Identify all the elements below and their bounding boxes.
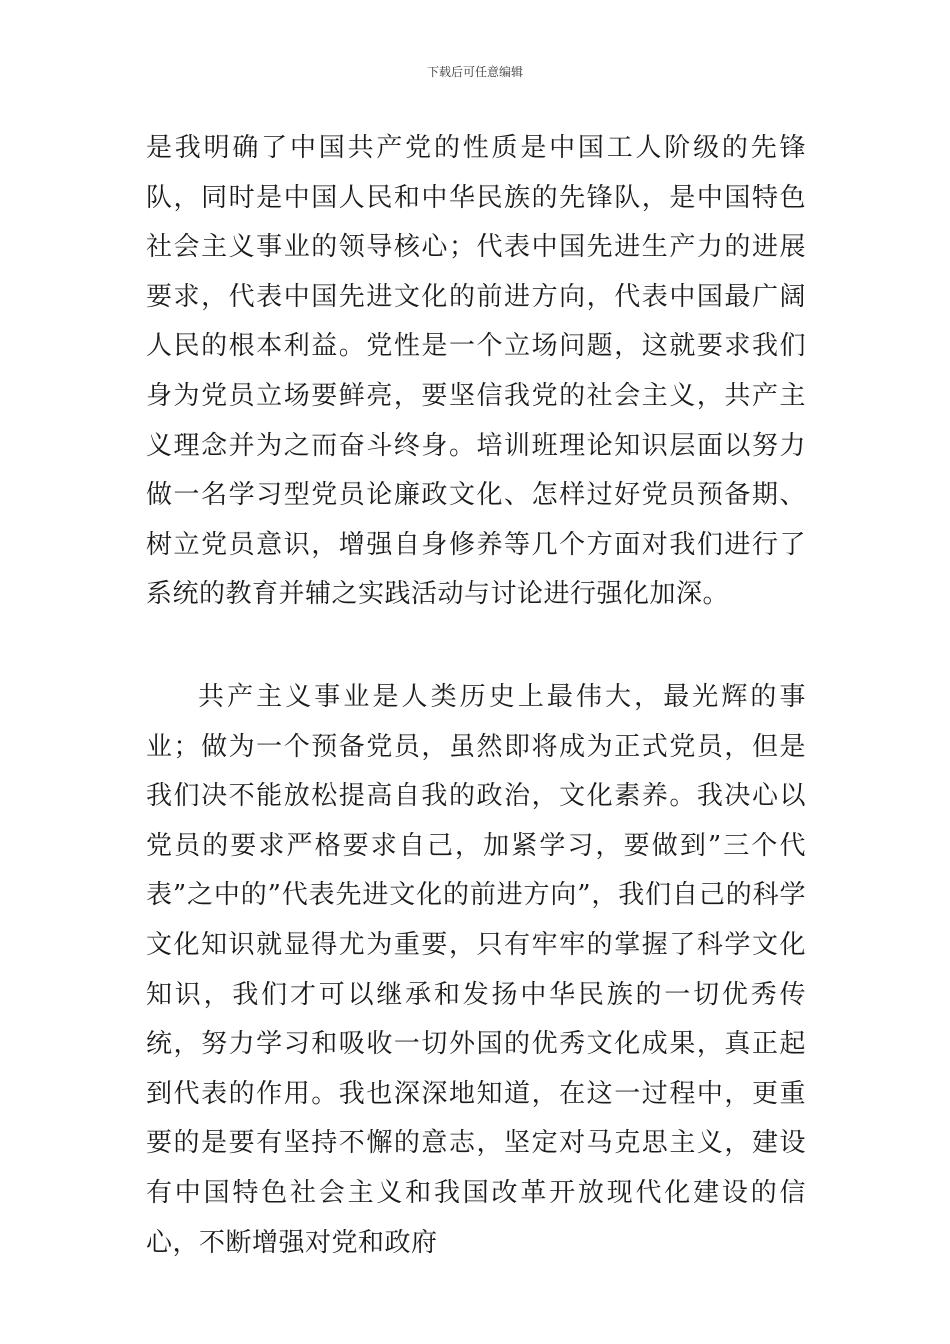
page-header-note: 下载后可任意编辑 [426,65,523,79]
body-paragraph-2: 共产主义事业是人类历史上最伟大，最光辉的事业；做为一个预备党员，虽然即将成为正式党员，但是我们决不能放松提高自我的政治，文化素养。我决心以党员的要求严格要求自己，加紧学习，要做到”三个代表”之中的”代表先进文化的前进方向”，我们自己的科学文化知识就显得尤为重要，只有牢牢的掌握了科学文化知识，我们才可以继承和发扬中华民族的一切优秀传统，努力学习和吸收一切外国的优秀文化成果，真正起到代表的作用。我也深深地知道，在这一过程中，更重要的是要有坚持不懈的意志，坚定对马克思主义，建设有中国特色社会主义和我国改革开放现代化建设的信心，不断增强对党和政府 [146,682,806,1258]
body-paragraph-1: 是我明确了中国共产党的性质是中国工人阶级的先锋队，同时是中国人民和中华民族的先锋队，是中国特色社会主义事业的领导核心；代表中国先进生产力的进展要求，代表中国先进文化的前进方向，代表中国最广阔人民的根本利益。党性是一个立场问题，这就要求我们身为党员立场要鲜亮，要坚信我党的社会主义，共产主义理念并为之而奋斗终身。培训班理论知识层面以努力做一名学习型党员论廉政文化、怎样过好党员预备期、树立党员意识，增强自身修养等几个方面对我们进行了系统的教育并辅之实践活动与讨论进行强化加深。 [146,133,806,610]
